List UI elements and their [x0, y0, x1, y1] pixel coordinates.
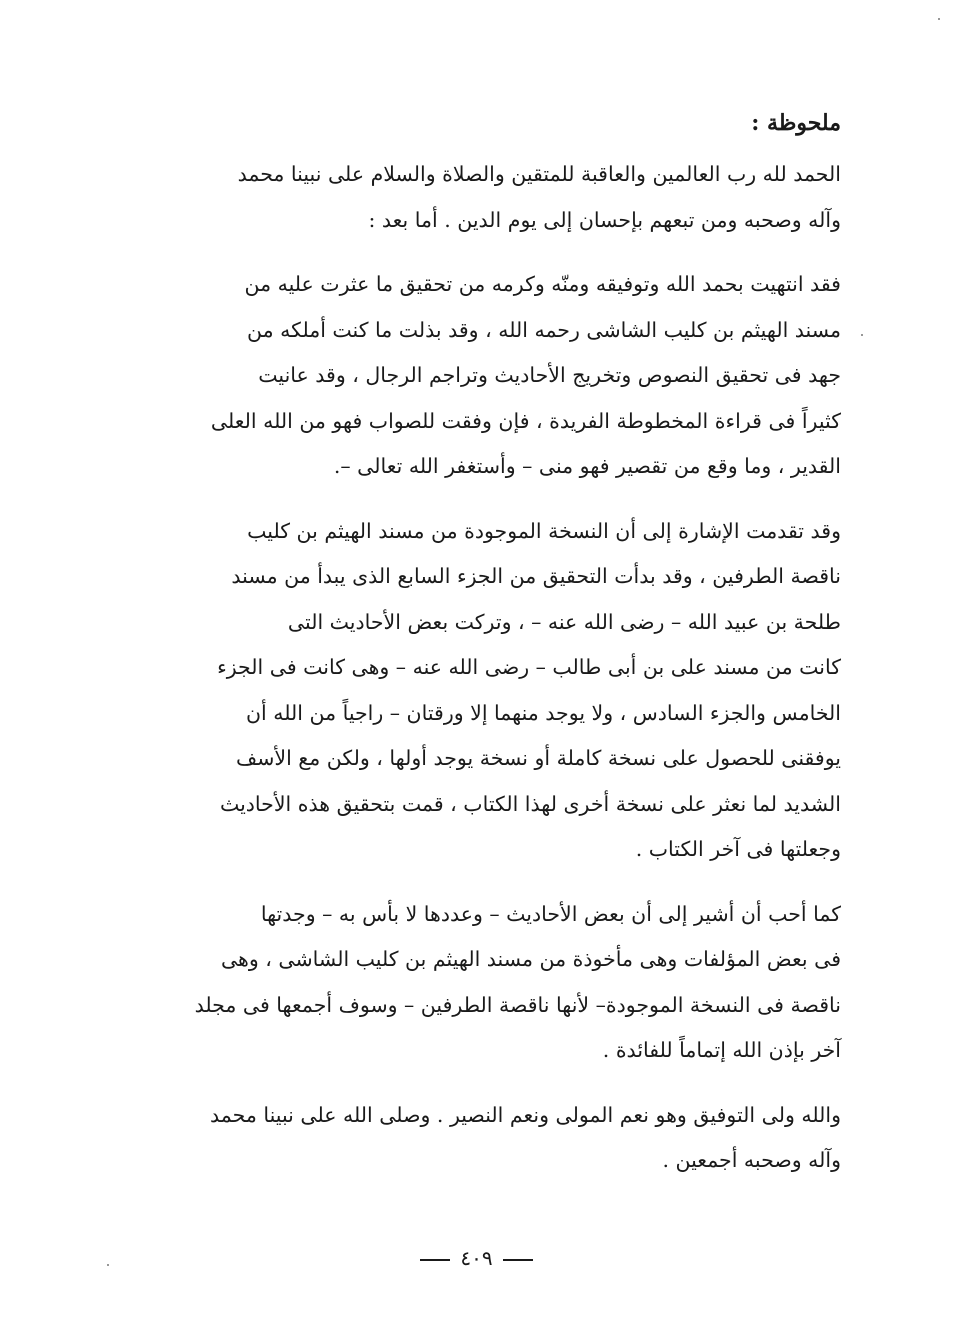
page-body: [145, 100, 841, 1203]
paragraph-completion: [145, 262, 841, 490]
text-line: كثيراً فى قراءة المخطوطة الفريدة ، فإن وفقت للصواب فهو من الله العلى: [210, 408, 841, 433]
text-line: كما أحب أن أشير إلى أن بعض الأحاديث – وعددها لا بأس به – وجدتها: [260, 901, 841, 926]
text-line: يوفقنى للحصول على نسخة كاملة أو نسخة يوجد أولها ، ولكن مع الأسف: [236, 746, 841, 770]
text-line: الخامس والجزء السادس ، ولا يوجد منهما إلا ورقتان – راجياً من الله أن: [245, 700, 841, 725]
text-line: الشديد لما نعثر على نسخة أخرى لهذا الكتاب ، قمت بتحقيق هذه الأحاديث: [219, 791, 841, 816]
text-line: جهد فى تحقيق النصوص وتخريج الأحاديث وتراجم الرجال ، وقد عانيت: [258, 363, 841, 387]
text-line: مسند الهيثم بن كليب الشاشى رحمه الله ، وقد بذلت ما كنت أملكه من: [247, 317, 841, 342]
text-line: وقد تقدمت الإشارة إلى أن النسخة الموجودة من مسند الهيثم بن كليب: [247, 518, 841, 543]
paragraph-closing: [145, 1093, 841, 1184]
text-line: ناقصة الطرفين ، وقد بدأت التحقيق من الجزء السابع الذى يبدأ من مسند: [231, 564, 841, 588]
page-footer: [0, 1243, 953, 1273]
text-line: وآله وصحبه ومن تبعهم بإحسان إلى يوم الدين . أما بعد :: [368, 207, 841, 232]
page-number: ٤٠٩: [460, 1246, 493, 1270]
scan-speck: [861, 334, 863, 336]
scan-speck: [938, 18, 940, 20]
note-heading: ملحوظة :: [751, 110, 841, 136]
text-line: ناقصة فى النسخة الموجودة– لأنها ناقصة الطرفين – وسوف أجمعها فى مجلد: [194, 992, 841, 1017]
text-line: كانت من مسند على بن أبى طالب – رضى الله عنه – وهى كانت فى الجزء: [217, 655, 841, 679]
text-line: فى بعض المؤلفات وهى مأخوذة من مسند الهيثم بن كليب الشاشى ، وهى: [220, 947, 841, 971]
footer-dash-right: [503, 1259, 533, 1261]
paragraph-manuscript: [145, 509, 841, 873]
text-line: طلحة بن عبيد الله – رضى الله عنه – ، وتركت بعض الأحاديث التى: [287, 609, 841, 634]
text-line: الحمد لله رب العالمين والعاقبة للمتقين والصلاة والسلام على نبينا محمد: [237, 162, 841, 186]
text-line: وآله وصحبه أجمعين .: [662, 1148, 841, 1172]
text-line: القدير ، وما وقع من تقصير فهو منى – وأستغفر الله تعالى –.: [333, 454, 841, 478]
text-line: وجعلتها فى آخر الكتاب .: [635, 837, 841, 861]
text-line: فقد انتهيت بحمد الله وتوفيقه ومنّه وكرمه من تحقيق ما عثرت عليه من: [244, 272, 841, 296]
footer-dash-left: [420, 1259, 450, 1261]
text-line: آخر بإذن الله إتماماً للفائدة .: [602, 1038, 841, 1062]
scan-speck: [107, 1264, 109, 1266]
text-line: والله ولى التوفيق وهو نعم المولى ونعم النصير . وصلى الله على نبينا محمد: [209, 1102, 841, 1127]
paragraph-opening: [145, 152, 841, 243]
paragraph-other-sources: [145, 892, 841, 1074]
